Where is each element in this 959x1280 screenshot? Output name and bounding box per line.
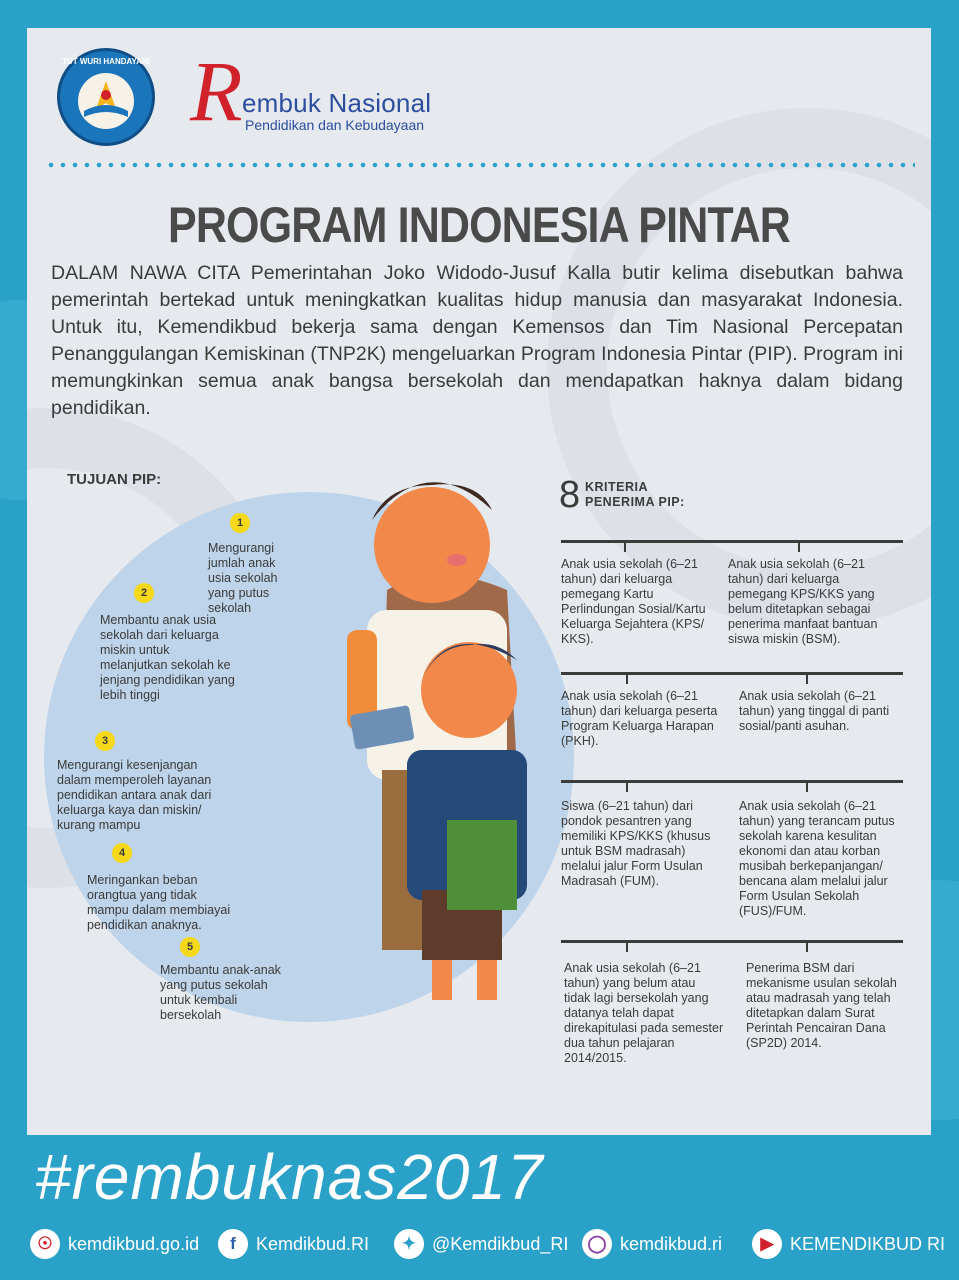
footer-instagram-link[interactable]: [582, 1228, 722, 1260]
facebook-icon: f: [218, 1229, 248, 1259]
goal-badge: 4: [112, 843, 132, 863]
criteria-item: Siswa (6–21 tahun) dari pondok pesantren yang memiliki KPS/KKS (khusus untuk BSM madrasah) melalui jalur Form Usulan Madrasah (FUM).: [561, 799, 711, 888]
criteria-tick: [806, 782, 808, 792]
criteria-item: Anak usia sekolah (6–21 tahun) yang tinggal di panti sosial/panti asuhan.: [739, 689, 890, 733]
footer-twitter-link[interactable]: [394, 1228, 568, 1260]
footer-facebook-label: Kemdikbud.RI: [256, 1233, 370, 1254]
criteria-item: Anak usia sekolah (6–21 tahun) dari keluarga peserta Program Keluarga Harapan (PKH).: [561, 689, 718, 748]
criteria-tick: [624, 542, 626, 552]
goal-badge: 1: [230, 513, 250, 533]
father-and-child-illustration: [327, 440, 547, 1000]
campaign-hashtag: #rembuknas2017: [35, 1141, 544, 1213]
emblem-text: TUT WURI HANDAYANI: [62, 57, 150, 66]
criteria-number: 8: [559, 474, 581, 516]
criteria-row-divider: [561, 940, 903, 943]
criteria-heading: [585, 480, 685, 510]
infographic-card: [27, 28, 931, 1135]
footer-facebook-link[interactable]: [218, 1228, 369, 1260]
goals-heading: TUJUAN PIP:: [67, 471, 162, 488]
footer-website-label: kemdikbud.go.id: [68, 1233, 200, 1254]
rembuk-logo-initial: R: [190, 43, 243, 139]
page-title: PROGRAM INDONESIA PINTAR: [168, 197, 790, 253]
criteria-tick: [626, 942, 628, 952]
footer-youtube-label: KEMENDIKBUD RI: [790, 1233, 946, 1254]
goal-text: Membantu anak-anak yang putus sekolah untuk kembali bersekolah: [160, 963, 281, 1022]
criteria-item: Anak usia sekolah (6–21 tahun) dari keluarga pemegang KPS/KKS yang belum ditetapkan sebagai penerima manfaat bantuan siswa miskin (BSM).: [728, 557, 878, 646]
criteria-tick: [798, 542, 800, 552]
criteria-heading-line1: KRITERIA: [585, 480, 649, 494]
criteria-row-divider: [561, 540, 903, 543]
youtube-icon: ▶: [752, 1229, 782, 1259]
criteria-item: Penerima BSM dari mekanisme usulan sekolah atau madrasah yang telah ditetapkan dalam Surat Perintah Pencairan Dana (SP2D) 2014.: [746, 961, 897, 1050]
globe-icon: ☉: [30, 1229, 60, 1259]
criteria-item: Anak usia sekolah (6–21 tahun) dari keluarga pemegang Kartu Perlindungan Sosial/Kartu Keluarga Sejahtera (KPS/ KKS).: [561, 557, 706, 646]
criteria-item: Anak usia sekolah (6–21 tahun) yang belum atau tidak lagi bersekolah yang datanya telah dapat direkapitulasi pada semester dua tahun pelajaran 2014/2015.: [564, 961, 724, 1065]
goal-text: Membantu anak usia sekolah dari keluarga miskin untuk melanjutkan sekolah ke jenjang pendidikan yang lebih tinggi: [100, 613, 235, 702]
criteria-heading-line2: PENERIMA PIP:: [585, 495, 685, 509]
goal-badge: 5: [180, 937, 200, 957]
footer-website-link[interactable]: [30, 1228, 199, 1260]
twitter-icon: ✦: [394, 1229, 424, 1259]
goal-badge: 3: [95, 731, 115, 751]
goal-text: Meringankan beban orangtua yang tidak mampu dalam membiayai pendidikan anaknya.: [87, 873, 231, 932]
emblem-icon: [60, 51, 152, 143]
goal-badge: 2: [134, 583, 154, 603]
footer-instagram-label: kemdikbud.ri: [620, 1233, 723, 1254]
instagram-icon: ◯: [582, 1229, 612, 1259]
criteria-tick: [626, 674, 628, 684]
intro-paragraph: DALAM NAWA CITA Pemerintahan Joko Widodo-Jusuf Kalla butir kelima disebutkan bahwa pemerintah bertekad untuk meningkatkan kualitas hidup manusia dan masyarakat Indonesia. Untuk itu, Kemendikbud bekerja sama dengan Kemensos dan Tim Nasional Percepatan Penanggulangan Kemiskinan (TNP2K) mengeluarkan Program Indonesia Pintar (PIP). Program ini memungkinkan semua anak bangsa bersekolah dan mendapatkan haknya dalam bidang pendidikan.: [51, 262, 903, 419]
dotted-divider: [45, 162, 915, 168]
footer-youtube-link[interactable]: [752, 1228, 945, 1260]
criteria-tick: [626, 782, 628, 792]
rembuk-logo-subtitle: Pendidikan dan Kebudayaan: [245, 117, 425, 133]
goal-text: Mengurangi kesenjangan dalam memperoleh layanan pendidikan antara anak dari keluarga kaya dan miskin/ kurang mampu: [57, 758, 212, 832]
footer-twitter-label: @Kemdikbud_RI: [432, 1233, 569, 1254]
criteria-item: Anak usia sekolah (6–21 tahun) yang terancam putus sekolah karena kesulitan ekonomi dan atau korban musibah berkepanjangan/ bencana alam melalui jalur Form Usulan Sekolah (FUS)/FUM.: [739, 799, 895, 918]
tut-wuri-handayani-logo: [57, 48, 155, 146]
rembuk-logo-title: embuk Nasional: [242, 88, 432, 118]
criteria-row-divider: [561, 780, 903, 783]
goal-text: Mengurangi jumlah anak usia sekolah yang putus sekolah: [208, 541, 278, 615]
criteria-tick: [806, 942, 808, 952]
criteria-tick: [806, 674, 808, 684]
criteria-row-divider: [561, 672, 903, 675]
